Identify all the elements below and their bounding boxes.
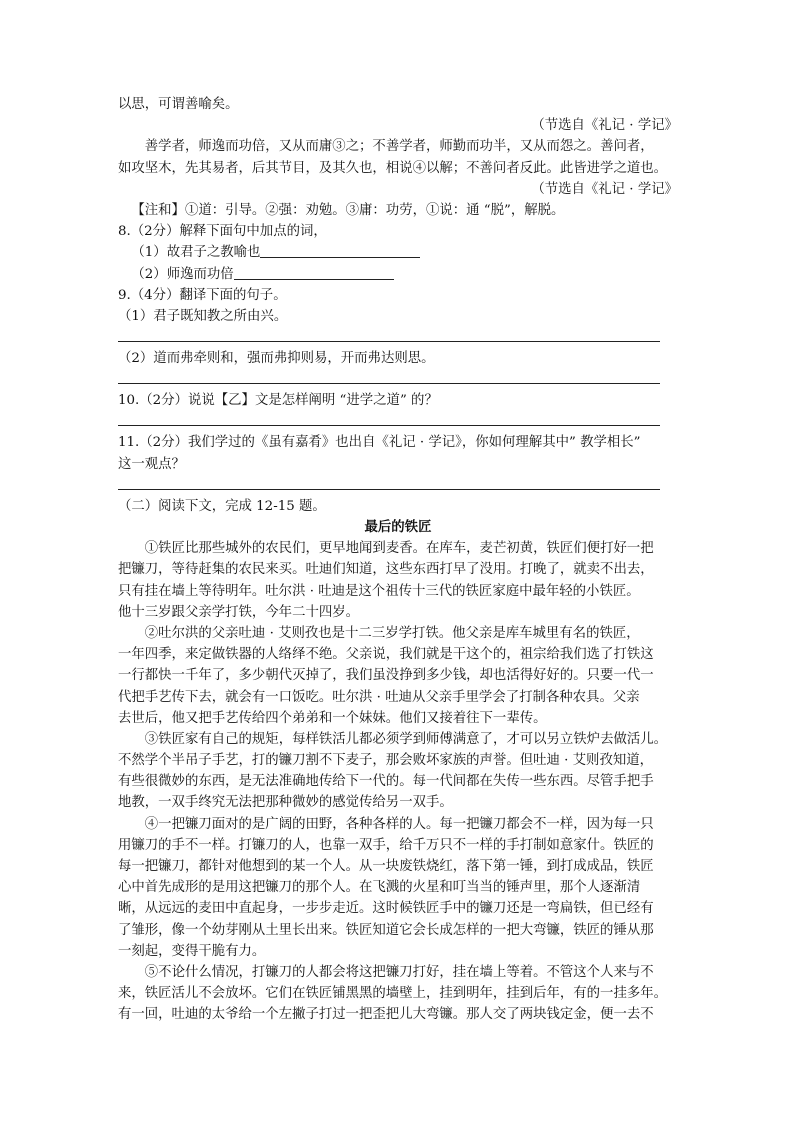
intro-line: 以思，可谓善喻矣。 xyxy=(118,97,239,112)
question-9-item-1: （1）君子既知教之所由兴。 xyxy=(118,308,288,324)
paragraph-line: 代把手艺传下去，就会有一口饭吃。吐尔洪 · 吐迪从父亲手里学会了打制各种农具。父亲 xyxy=(118,689,640,705)
paragraph-line: 心中首先成形的是用这把镰刀的那个人。在飞溅的火星和叮当当的锤声里，那个人逐渐清 xyxy=(118,880,641,896)
answer-blank[interactable] xyxy=(234,265,394,280)
document-page xyxy=(118,94,678,1026)
article-paragraph-5 xyxy=(118,962,678,1026)
paragraph-line: 每一把镰刀，都针对他想到的某一个人。从一块废铁烧红，落下第一锤，到打成成品，铁匠 xyxy=(118,859,654,874)
paragraph-line: 用镰刀的手不一样。打镰刀的人，也靠一双手，给千万只不一样的手打制如意家什。铁匠的 xyxy=(118,837,654,853)
paragraph-line: 他十三岁跟父亲学打铁，今年二十四岁。 xyxy=(118,604,360,620)
question-9-stem: 9.（4分）翻译下面的句子。 xyxy=(118,287,287,303)
paragraph-line: ②吐尔洪的父亲吐迪 · 艾则孜也是十二三岁学打铁。他父亲是库车城里有名的铁匠， xyxy=(144,625,640,641)
annotation-note: 【注和】①道：引导。②强：劝勉。③庸：功劳，①说：通 “脱”，解脱。 xyxy=(131,202,565,218)
paragraph-line: 晰，从远远的麦田中直起身，一步步走近。这时候铁匠手中的镰刀还是一弯扁铁，但已经有 xyxy=(118,901,654,917)
paragraph-line: 来，铁匠活儿不会放坏。它们在铁匠铺黑黑的墙壁上，挂到明年，挂到后年，有的一挂多年。 xyxy=(118,986,668,1002)
answer-line[interactable] xyxy=(118,475,660,490)
article-title: 最后的铁匠 xyxy=(364,519,432,535)
paragraph-line: 了雏形，像一个幼芽刚从土里长出来。铁匠知道它会长成怎样的一把大弯镰，铁匠的锤从那 xyxy=(118,922,654,938)
question-9-item-2: （2）道而弗牵则和，强而弗抑则易，开而弗达则思。 xyxy=(118,351,435,367)
paragraph-line: ③铁匠家有自己的规矩，每样铁活儿都必须学到师傅满意了，才可以另立铁炉去做活儿。 xyxy=(144,731,668,747)
answer-line[interactable] xyxy=(118,411,660,426)
question-8-stem: 8.（2分）解释下面句中加点的词， xyxy=(118,224,327,240)
paragraph-line: 去世后，他又把手艺传给四个弟弟和一个妹妹。他们又接着往下一辈传。 xyxy=(118,710,547,726)
paragraph-line: 一刻起，变得干脆有力。 xyxy=(118,943,266,959)
paragraph-line: 把镰刀，等待赶集的农民来买。吐迪们知道，这些东西打早了没用。打晚了，就卖不出去， xyxy=(118,562,654,578)
question-8-item-1-text: （1）故君子之教喻也 xyxy=(131,245,261,261)
paragraph-line: 有些很微妙的东西，是无法准确地传给下一代的。每一代间都在失传一些东西。尽管手把手 xyxy=(118,774,654,790)
article-paragraph-4 xyxy=(118,814,678,962)
paragraph-line: 不然学个半吊子手艺，打的镰刀割不下麦子，那会败坏家族的声誉。但吐迪 · 艾则孜知道， xyxy=(118,753,654,769)
paragraph-line: 一年四季，来定做铁器的人络绎不绝。父亲说，我们就是干这个的，祖宗给我们选了打铁这 xyxy=(118,647,654,663)
article-paragraph-3 xyxy=(118,729,678,814)
article-paragraph-2 xyxy=(118,623,678,729)
question-8-item-2 xyxy=(118,264,678,285)
answer-blank[interactable] xyxy=(260,243,420,258)
article-paragraph-1 xyxy=(118,538,678,623)
paragraph-line: ④一把镰刀面对的是广阔的田野，各种各样的人。每一把镰刀都会不一样，因为每一只 xyxy=(144,816,654,832)
paragraph-line: ①铁匠比那些城外的农民们，更早地闻到麦香。在库车，麦芒初黄，铁匠们便打好一把 xyxy=(144,541,654,557)
question-8-item-1 xyxy=(118,242,678,263)
section-heading: （二）阅读下文，完成 12-15 题。 xyxy=(118,498,326,514)
question-11-line: 11.（2分）我们学过的《虽有嘉肴》也出自《礼记 · 学记》，你如何理解其中” 教学相长” xyxy=(118,435,641,451)
paragraph-line: 有一回，吐迪的太爷给一个左撇子打过一把歪把儿大弯镰。那人交了两块钱定金，便一去不 xyxy=(118,1007,654,1023)
source-note: （节选自《礼记 · 学记》 xyxy=(531,181,678,197)
yi-text-line: 如攻坚木，先其易者，后其节目，及其久也，相说④以解；不善问者反此。此皆进学之道也。 xyxy=(118,160,668,176)
question-10: 10.（2分）说说【乙】文是怎样阐明 “进学之道” 的？ xyxy=(118,393,438,409)
question-11-line: 这一观点？ xyxy=(118,456,185,472)
paragraph-line: ⑤不论什么情况，打镰刀的人都会将这把镰刀打好，挂在墙上等着。不管这个人来与不 xyxy=(144,964,654,980)
answer-line[interactable] xyxy=(118,327,660,342)
paragraph-line: 只有挂在墙上等待明年。吐尔洪 · 吐迪是这个祖传十三代的铁匠家庭中最年轻的小铁匠。 xyxy=(118,583,640,599)
answer-line[interactable] xyxy=(118,369,660,384)
source-note: （节选自《礼记 · 学记》 xyxy=(531,118,678,134)
yi-text-line: 善学者，师逸而功倍，又从而庸③之；不善学者，师勤而功半，又从而怨之。善问者， xyxy=(144,139,654,155)
paragraph-line: 地教，一双手终究无法把那种微妙的感觉传给另一双手。 xyxy=(118,795,453,811)
paragraph-line: 一行都快一千年了，多少朝代灭掉了，我们虽没挣到多少钱，却也活得好好的。只要一代一 xyxy=(118,668,654,684)
question-8-item-2-text: （2）师逸而功倍 xyxy=(131,266,234,282)
